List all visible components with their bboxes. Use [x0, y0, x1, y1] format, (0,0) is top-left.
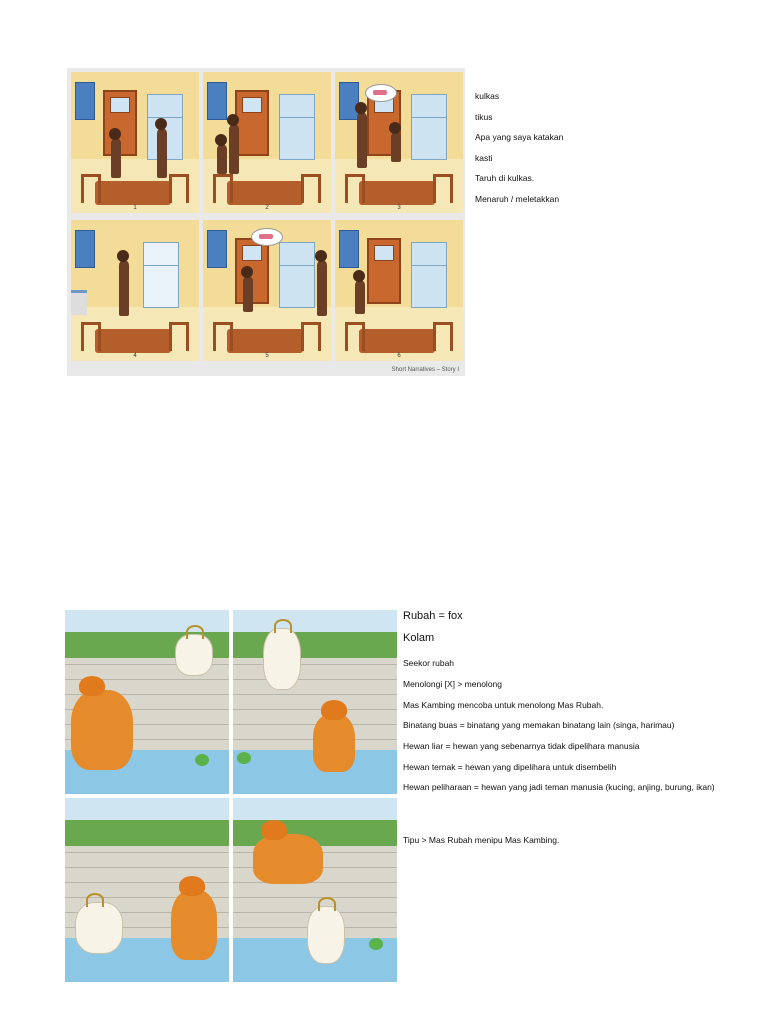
note-heading: Rubah = fox — [403, 610, 463, 622]
cabinet — [339, 82, 359, 120]
note-line: Hewan ternak = hewan yang dipelihara untuk disembelih — [403, 762, 617, 772]
note-line: Mas Kambing mencoba untuk menolong Mas Rubah. — [403, 700, 604, 710]
cabinet — [207, 82, 227, 120]
goat-figure — [307, 906, 345, 964]
panel-number: 5 — [265, 353, 269, 359]
note-line: Binatang buas = binatang yang memakan binatang lain (singa, harimau) — [403, 720, 675, 730]
girl-figure — [111, 138, 121, 178]
note-line: Menaruh / meletakkan — [475, 193, 560, 204]
panel-number: 3 — [397, 205, 401, 211]
comic-panel-6 — [335, 220, 463, 361]
cabinet — [75, 82, 95, 120]
woman-figure — [229, 124, 239, 174]
panel-number: 6 — [397, 353, 401, 359]
note-line: Tipu > Mas Rubah menipu Mas Kambing. — [403, 835, 560, 845]
fridge — [411, 242, 447, 308]
girl-figure — [243, 276, 253, 312]
frog-figure — [195, 754, 209, 766]
note-line: Seekor rubah — [403, 658, 455, 668]
note-line: Apa yang saya katakan — [475, 132, 564, 142]
fox-panel-2 — [233, 610, 397, 794]
comic-panel-2 — [203, 72, 331, 213]
note-line: Hewan peliharaan = hewan yang jadi teman manusia (kucing, anjing, burung, ikan) — [403, 782, 715, 792]
woman-figure — [357, 112, 367, 168]
note-line: kasti — [475, 152, 493, 163]
cabinet — [207, 230, 227, 268]
note-line: Taruh di kulkas. — [475, 173, 535, 183]
comic-panel-1 — [71, 72, 199, 213]
frog-figure — [369, 938, 383, 950]
door — [367, 238, 401, 304]
panel-number: 1 — [133, 205, 137, 211]
goat-figure — [75, 902, 123, 954]
woman-figure — [157, 128, 167, 178]
note-line: Menolongi [X] > menolong — [403, 679, 502, 689]
fox-figure — [171, 890, 217, 960]
story-comic-strip — [67, 68, 465, 376]
note-heading: Kolam — [403, 632, 435, 644]
door — [235, 90, 269, 156]
goat-figure — [175, 634, 213, 676]
woman-figure — [317, 260, 327, 316]
comic-panel-5 — [203, 220, 331, 361]
note-line: tikus — [475, 111, 493, 122]
strip-caption: Short Narratives – Story I — [391, 367, 459, 373]
table — [227, 329, 303, 353]
table — [95, 181, 171, 205]
fox-panel-3 — [65, 798, 229, 982]
goat-figure — [263, 628, 301, 690]
girl-figure — [119, 260, 129, 316]
fridge — [279, 242, 315, 308]
fridge — [279, 94, 315, 160]
fox-goat-comic — [65, 610, 397, 982]
fox-figure — [71, 690, 133, 770]
girl-figure — [217, 144, 227, 174]
thought-bubble — [365, 84, 397, 102]
open-fridge — [143, 242, 179, 308]
girl-figure — [355, 280, 365, 314]
fridge — [411, 94, 447, 160]
table — [359, 329, 435, 353]
note-line: Hewan liar = hewan yang sebenarnya tidak dipelihara manusia — [403, 741, 640, 751]
girl-figure — [391, 132, 401, 162]
comic-panel-3 — [335, 72, 463, 213]
note-line: kulkas — [475, 91, 500, 101]
fox-panel-1 — [65, 610, 229, 794]
fox-panel-4 — [233, 798, 397, 982]
cabinet — [75, 230, 95, 268]
vocabulary-notes-1 — [475, 86, 563, 209]
cabinet — [339, 230, 359, 268]
comic-panel-4 — [71, 220, 199, 361]
fox-figure — [253, 834, 323, 884]
fox-figure — [313, 714, 355, 772]
panel-number: 2 — [265, 205, 269, 211]
table — [95, 329, 171, 353]
table — [227, 181, 303, 205]
thought-bubble — [251, 228, 283, 246]
panel-number: 4 — [133, 353, 137, 359]
table — [359, 181, 435, 205]
frog-figure — [237, 752, 251, 764]
